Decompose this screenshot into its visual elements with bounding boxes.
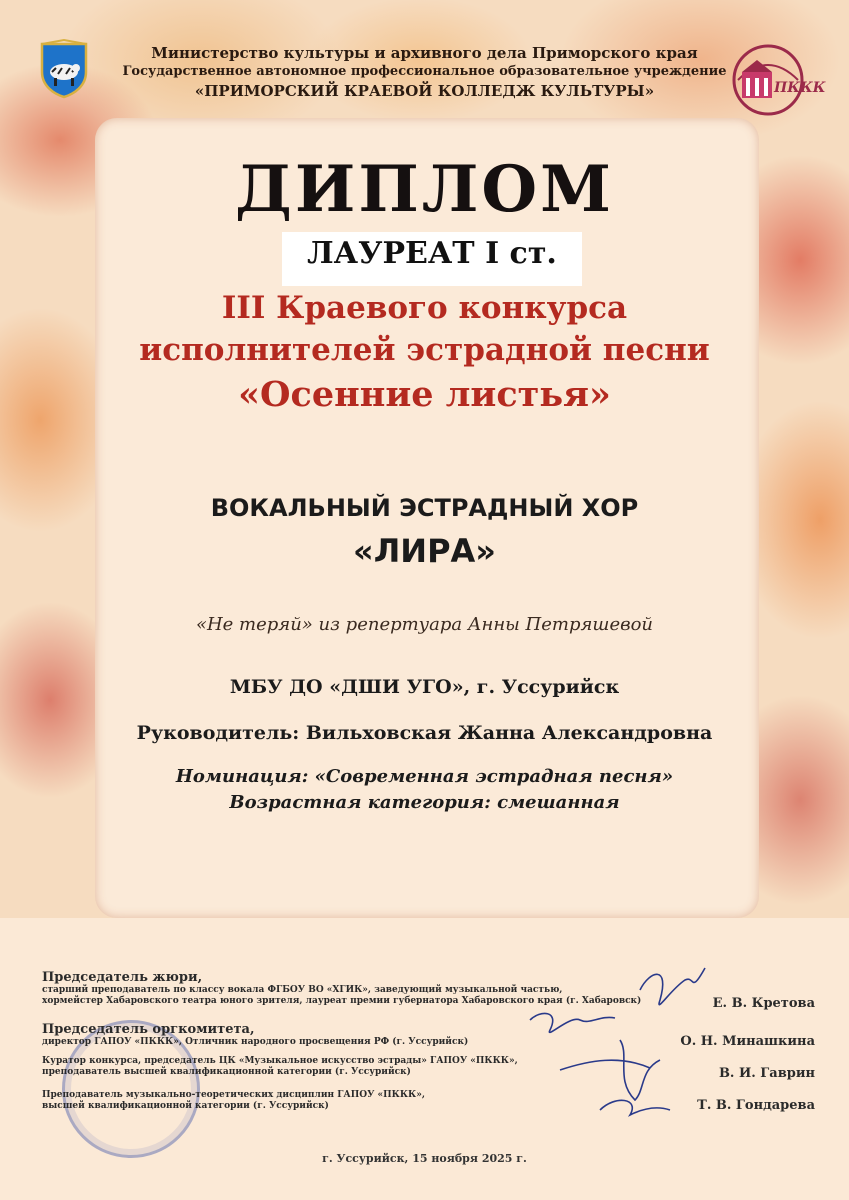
jury-member-3 [42,1056,642,1078]
jury-name: Т. В. Гондарева [697,1098,815,1113]
group-leader: Руководитель: Вильховская Жанна Александровна [136,722,713,744]
jury-member-2 [42,1022,642,1048]
jury-description: Преподаватель музыкально-теоретических дисциплин ГАПОУ «ПККК», [42,1090,425,1100]
institution-type-line: Государственное автономное профессиональное образовательное учреждение [122,64,727,79]
ministry-line: Министерство культуры и архивного дела Приморского края [151,44,698,62]
group-name: «ЛИРА» [353,532,496,570]
jury-member-1 [42,970,642,1007]
group-type: ВОКАЛЬНЫЙ ЭСТРАДНЫЙ ХОР [210,494,639,522]
contest-name: «Осенние листья» [238,374,611,415]
jury-description: директор ГАПОУ «ПККК», Отличник народного просвещения РФ (г. Уссурийск) [42,1037,469,1047]
jury-description: старший преподаватель по классу вокала ФГБОУ ВО «ХГИК», заведующий музыкальной частью, [42,985,563,995]
nomination: Номинация: «Современная эстрадная песня» [175,766,674,787]
jury-description: Куратор конкурса, председатель ЦК «Музыкальное искусство эстрады» ГАПОУ «ПККК», [42,1056,518,1066]
logo-text: ПККК [774,80,826,96]
jury-description: высшей квалификационной категории (г. Уссурийск) [42,1101,329,1111]
jury-member-4 [42,1090,642,1112]
jury-description: преподаватель высшей квалификационной категории (г. Уссурийск) [42,1067,411,1077]
contest-line-1: III Краевого конкурса [221,290,628,326]
contest-line-2: исполнителей эстрадной песни [139,332,710,368]
jury-name: Е. В. Кретова [712,996,815,1011]
participant-institution: МБУ ДО «ДШИ УГО», г. Уссурийск [229,676,620,698]
laureate-text: ЛАУРЕАТ I ст. [307,236,557,271]
place-and-date: г. Уссурийск, 15 ноября 2025 г. [322,1152,527,1165]
jury-role: Председатель оргкомитета, [42,1022,255,1037]
jury-name: В. И. Гаврин [718,1066,815,1081]
jury-description: хормейстер Хабаровского театра юного зрителя, лауреат премии губернатора Хабаровского края (г. Хабаровск) [42,996,642,1006]
college-name-line: «ПРИМОРСКИЙ КРАЕВОЙ КОЛЛЕДЖ КУЛЬТУРЫ» [194,82,655,100]
jury-name: О. Н. Минашкина [680,1034,815,1049]
diploma-title: ДИПЛОМ [235,152,614,227]
jury-role: Председатель жюри, [42,970,203,985]
song-info: «Не теряй» из репертуара Анны Петряшевой [195,614,654,635]
age-category: Возрастная категория: смешанная [229,792,620,813]
